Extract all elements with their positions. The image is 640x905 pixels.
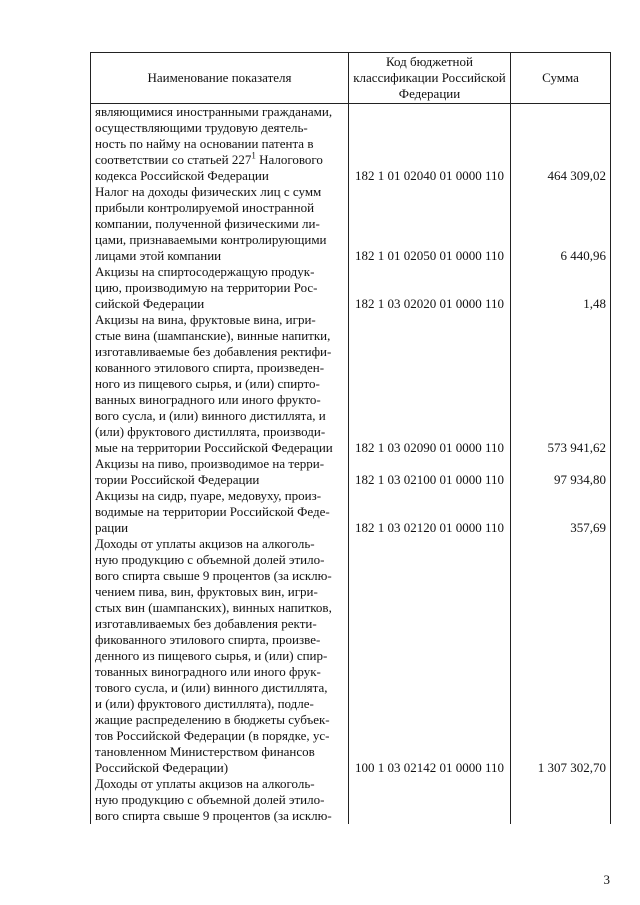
row-name [91, 536, 349, 776]
row-code: 182 1 01 02050 01 0000 110 [349, 184, 511, 264]
row-name-line: ванных виноградного или иного фрукто- [95, 392, 321, 407]
row-name-line: Налог на доходы физических лиц с сумм [95, 184, 322, 199]
row-name [91, 456, 349, 488]
row-name-line: стых вин (шампанских), винных напитков, [95, 600, 332, 615]
row-name-line: тового сусла, и (или) винного дистиллята, [95, 680, 328, 695]
table-row [91, 776, 611, 824]
row-name-line: ного из пищевого сырья, и (или) спирто- [95, 376, 320, 391]
row-name-line: водимые на территории Российской Феде- [95, 504, 330, 519]
row-sum: 573 941,62 [511, 312, 611, 456]
row-sum: 1,48 [511, 264, 611, 312]
table-row [91, 488, 611, 536]
row-name [91, 264, 349, 312]
row-name-line: ную продукцию с объемной долей этило- [95, 792, 325, 807]
row-name-line: осуществляющими трудовую деятель- [95, 120, 308, 135]
row-name-line: прибыли контролируемой иностранной [95, 200, 315, 215]
table-row [91, 184, 611, 264]
table-row [91, 312, 611, 456]
row-sum: 97 934,80 [511, 456, 611, 488]
row-name [91, 184, 349, 264]
row-name-line: компании, полученной физическими ли- [95, 216, 320, 231]
row-name-line-text: соответствии со статьей 227 [95, 152, 252, 167]
row-sum [511, 776, 611, 824]
row-name-line: Российской Федерации) [95, 760, 229, 775]
footnote-marker: 1 [251, 150, 256, 161]
row-name-line: Акцизы на спиртосодержащую продук- [95, 264, 315, 279]
row-sum: 1 307 302,70 [511, 536, 611, 776]
row-code: 100 1 03 02142 01 0000 110 [349, 536, 511, 776]
row-name [91, 312, 349, 456]
header-indicator-name: Наименование показателя [91, 53, 349, 104]
row-name-line: кодекса Российской Федерации [95, 168, 269, 183]
row-name-line: сийской Федерации [95, 296, 205, 311]
row-name-line: (или) фруктового дистиллята, производи- [95, 424, 326, 439]
row-name-line: денного из пищевого сырья, и (или) спир- [95, 648, 328, 663]
row-name-line: фикованного этилового спирта, произве- [95, 632, 321, 647]
row-name-line: являющимися иностранными гражданами, [95, 104, 333, 119]
row-name-line: тановленном Министерством финансов [95, 744, 315, 759]
row-name-line: тории Российской Федерации [95, 472, 260, 487]
table-header-row [91, 53, 611, 104]
table-row [91, 104, 611, 185]
row-name-line: Доходы от уплаты акцизов на алкоголь- [95, 536, 315, 551]
row-name-line: стые вина (шампанские), винные напитки, [95, 328, 331, 343]
row-code [349, 776, 511, 824]
row-name-line: мые на территории Российской Федерации [95, 440, 333, 455]
row-sum: 357,69 [511, 488, 611, 536]
row-name-line: рации [95, 520, 129, 535]
row-code: 182 1 03 02090 01 0000 110 [349, 312, 511, 456]
page-number: 3 [603, 872, 610, 887]
row-code: 182 1 03 02020 01 0000 110 [349, 264, 511, 312]
row-code: 182 1 01 02040 01 0000 110 [349, 104, 511, 185]
row-name-line: тов Российской Федерации (в порядке, ус- [95, 728, 330, 743]
row-name-line: и (или) фруктового дистиллята), подле- [95, 696, 314, 711]
row-name [91, 104, 349, 185]
row-sum: 6 440,96 [511, 184, 611, 264]
row-name-line: кованного этилового спирта, произведен- [95, 360, 325, 375]
row-code: 182 1 03 02100 01 0000 110 [349, 456, 511, 488]
row-name-line: вого спирта свыше 9 процентов (за исклю- [95, 808, 332, 823]
header-budget-code: Код бюджетной классификации Российской Федерации [349, 53, 511, 104]
row-name-line: вого спирта свыше 9 процентов (за исклю- [95, 568, 332, 583]
row-name-line-text: Налогового [255, 152, 323, 167]
row-name-line: изготавливаемых без добавления ректи- [95, 616, 317, 631]
row-name-line: тованных виноградного или иного фрук- [95, 664, 321, 679]
table-row [91, 264, 611, 312]
row-name-line: Доходы от уплаты акцизов на алкоголь- [95, 776, 315, 791]
table-row [91, 536, 611, 776]
row-name-line: цами, признаваемыми контролирующими [95, 232, 327, 247]
row-name-line: жащие распределению в бюджеты субъек- [95, 712, 330, 727]
row-sum: 464 309,02 [511, 104, 611, 185]
table-row [91, 456, 611, 488]
row-name-line: Акцизы на вина, фруктовые вина, игри- [95, 312, 316, 327]
row-name-line: чением пива, вин, фруктовых вин, игри- [95, 584, 318, 599]
row-name-line: лицами этой компании [95, 248, 222, 263]
row-name-line [95, 152, 344, 168]
budget-revenue-table [90, 52, 611, 824]
row-code: 182 1 03 02120 01 0000 110 [349, 488, 511, 536]
row-name-line: вого сусла, и (или) винного дистиллята, и [95, 408, 326, 423]
header-sum: Сумма [511, 53, 611, 104]
row-name-line: ность по найму на основании патента в [95, 136, 314, 151]
row-name-line: Акцизы на пиво, производимое на терри- [95, 456, 325, 471]
row-name-line: изготавливаемые без добавления ректифи- [95, 344, 332, 359]
row-name [91, 776, 349, 824]
row-name [91, 488, 349, 536]
row-name-line: Акцизы на сидр, пуаре, медовуху, произ- [95, 488, 322, 503]
row-name-line: ную продукцию с объемной долей этило- [95, 552, 325, 567]
row-name-line: цию, производимую на территории Рос- [95, 280, 318, 295]
